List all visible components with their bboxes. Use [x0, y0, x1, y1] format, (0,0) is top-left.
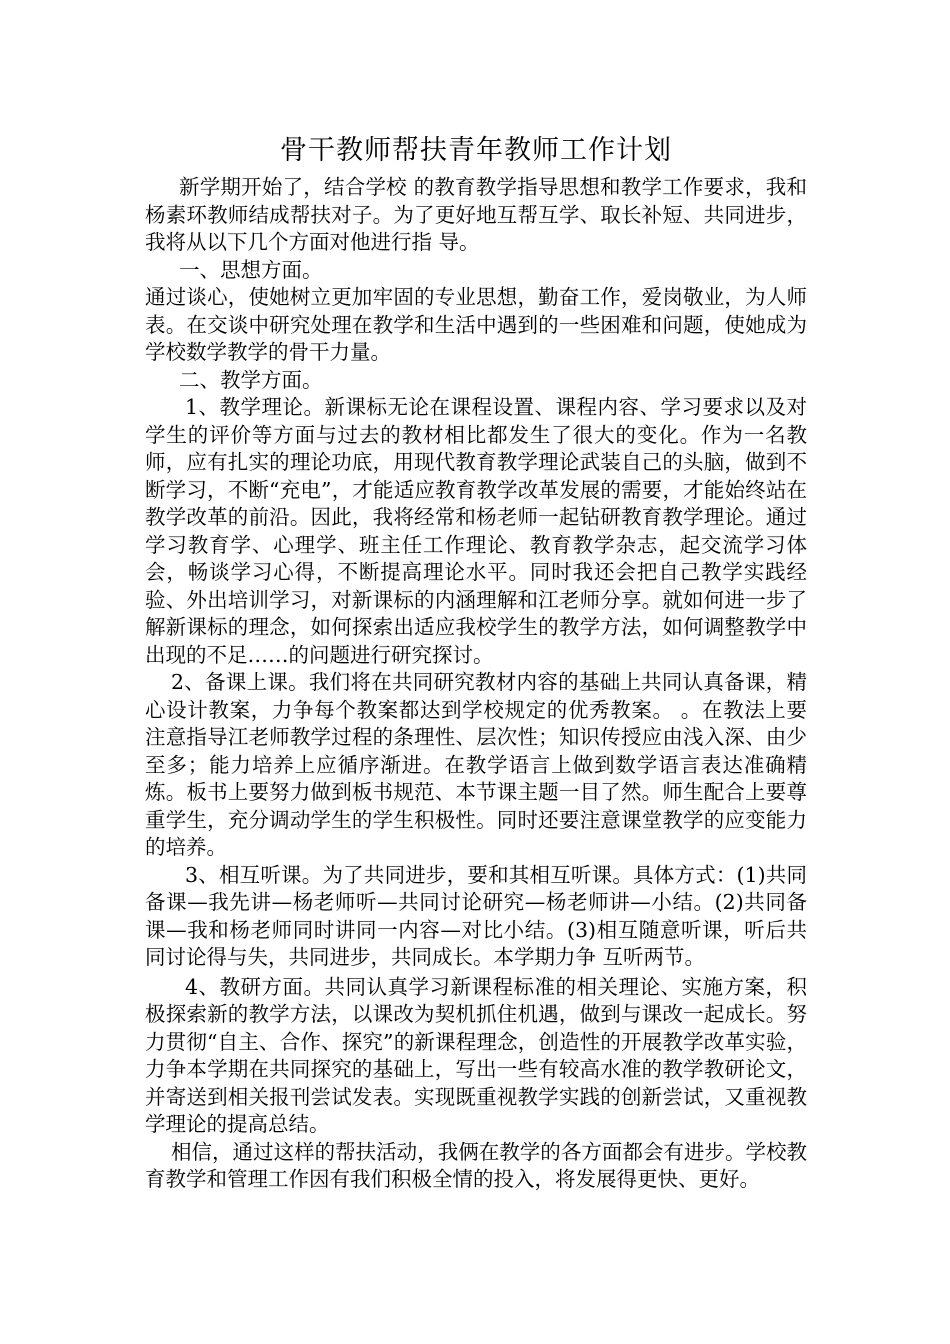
- document-title: 骨干教师帮扶青年教师工作计划: [280, 135, 672, 166]
- document-page: [145, 128, 807, 1194]
- intro-paragraph: 新学期开始了，结合学校 的教育教学指导思想和教学工作要求，我和杨素环教师结成帮扶对子。为了更好地互帮互学、取长补短、共同进步，我将从以下几个方面对他进行指 导。: [145, 175, 807, 254]
- item-mutual-observation: 3、相互听课。为了共同进步，要和其相互听课。具体方式：(1)共同备课—我先讲—杨老师听—共同讨论研究—杨老师讲—小结。(2)共同备课—我和杨老师同时讲同一内容—对比小结。(3)相互随意听课，听后共同讨论得与失，共同进步，共同成长。本学期力争 互听两节。: [145, 862, 807, 969]
- item-lesson-prep: 2、备课上课。我们将在共同研究教材内容的基础上共同认真备课，精心设计教案，力争每个教案都达到学校规定的优秀教案。 。在教法上要注意指导江老师教学过程的条理性、层次性；知识传授应由浅入深、由少至多；能力培养上应循序渐进。在教学语言上做到数学语言表达准确精炼。板书上要努力做到板书规范、本节课主题一目了然。师生配合上要尊重学生，充分调动学生的学生积极性。同时还要注意课堂教学的应变能力的培养。: [145, 670, 807, 859]
- section-body-thought: 通过谈心，使她树立更加牢固的专业思想，勤奋工作，爱岗敬业，为人师表。在交谈中研究处理在教学和生活中遇到的一些困难和问题，使她成为学校数学教学的骨干力量。: [145, 285, 807, 364]
- closing-paragraph: 相信，通过这样的帮扶活动，我俩在教学的各方面都会有进步。学校教育教学和管理工作因有我们积极全情的投入，将发展得更快、更好。: [145, 1139, 807, 1191]
- item-research: 4、教研方面。共同认真学习新课程标准的相关理论、实施方案，积极探索新的教学方法，以课改为契机抓住机遇，做到与课改一起成长。努力贯彻“自主、合作、探究”的新课程理念，创造性的开展教学改革实验，力争本学期在共同探究的基础上，写出一些有较高水准的教学教研论文，并寄送到相关报刊尝试发表。实现既重视教学实践的创新尝试，又重视教学理论的提高总结。: [145, 974, 807, 1136]
- item-teaching-theory: 1、教学理论。新课标无论在课程设置、课程内容、学习要求以及对学生的评价等方面与过去的教材相比都发生了很大的变化。作为一名教师，应有扎实的理论功底，用现代教育教学理论武装自己的头脑，做到不断学习，不断“充电”，才能适应教育教学改革发展的需要，才能始终站在教学改革的前沿。因此，我将经常和杨老师一起钻研教育教学理论。通过学习教育学、心理学、班主任工作理论、教育教学杂志，起交流学习体会，畅谈学习心得，不断提高理论水平。同时我还会把自己教学实践经验、外出培训学习，对新课标的内涵理解和江老师分享。就如何进一步了解新课标的理念，如何探索出适应我校学生的教学方法，如何调整教学中出现的不足……的问题进行研究探讨。: [145, 395, 807, 667]
- section-heading-thought: 一、思想方面。: [179, 257, 323, 282]
- section-heading-teaching: 二、教学方面。: [179, 367, 323, 392]
